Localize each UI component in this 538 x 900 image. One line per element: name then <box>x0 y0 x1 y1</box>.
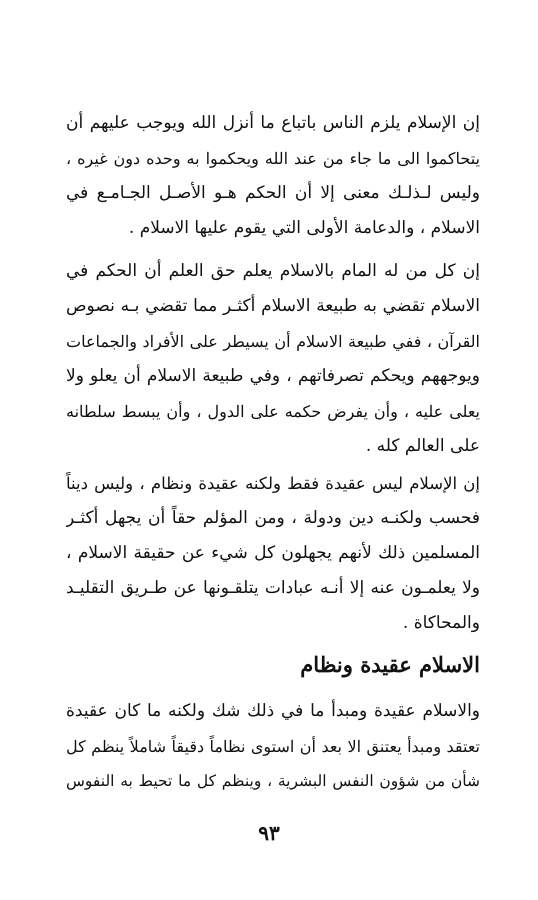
text-line: شأن من شؤون النفس البشرية ، وينظم كل ما تحيط به النفوس <box>66 772 480 790</box>
paragraph-4 <box>66 694 480 799</box>
text-line: يتحاكموا الى ما جاء من عند الله ويحكموا به وحده دون غيره ، <box>66 149 480 168</box>
text-line: يعلى عليه ، وأن يفرض حكمه على الدول ، وأن يبسط سلطانه <box>66 402 480 421</box>
paragraph-2 <box>66 254 480 464</box>
page-number: ٩٣ <box>258 821 280 845</box>
text-line: الاسلام ، والدعامة الأولى التي يقوم عليها الاسلام . <box>128 218 480 238</box>
text-line: ويوجههم ويحكم تصرفاتهم ، وفي طبيعة الاسلام أن يعلو ولا <box>66 366 480 386</box>
text-line: والمحاكاة . <box>402 613 480 633</box>
text-line: إن الإسلام يلزم الناس باتباع ما أنزل الله ويوجب عليهم أن <box>66 113 480 133</box>
text-line: فحسب ولكنـه دين ودولة ، ومن المؤلم حقاً أن يجهل أكثـر <box>66 508 480 528</box>
text-line: المسلمين ذلك لأنهم يجهلون كل شيء عن حقيقة الاسلام ، <box>66 543 480 563</box>
text-line: على العالم كله . <box>365 436 480 456</box>
paragraph-3 <box>66 466 480 641</box>
text-line: إن كل من له المام بالاسلام يعلم حق العلم أن الحكم في <box>66 261 480 281</box>
section-heading: الاسلام عقيدة ونظام <box>300 652 480 677</box>
text-line: الاسلام تقضي به طبيعة الاسلام أكثـر مما تقضي بـه نصوص <box>66 296 480 316</box>
paragraph-1 <box>66 106 480 246</box>
text-line: ولا يعلمـون عنه إلا أنـه عبادات يتلقـونها عن طـريق التقليـد <box>66 578 480 598</box>
text-line: القرآن ، ففي طبيعة الاسلام أن يسيطر على الأفراد والجماعات <box>66 332 480 351</box>
text-line: إن الإسلام ليس عقيدة فقط ولكنه عقيدة ونظام ، وليس ديناً <box>66 474 480 493</box>
text-line: وليس لـذلـك معنى إلا أن الحكم هـو الأصـل الجـامـع في <box>66 183 480 203</box>
text-line: والاسلام عقيدة ومبدأ ما في ذلك شك ولكنه ما كان عقيدة <box>66 701 480 721</box>
text-line: تعتقد ومبدأ يعتنق الا بعد أن استوى نظاماً دقيقاً شاملاً ينظم كل <box>66 737 480 756</box>
